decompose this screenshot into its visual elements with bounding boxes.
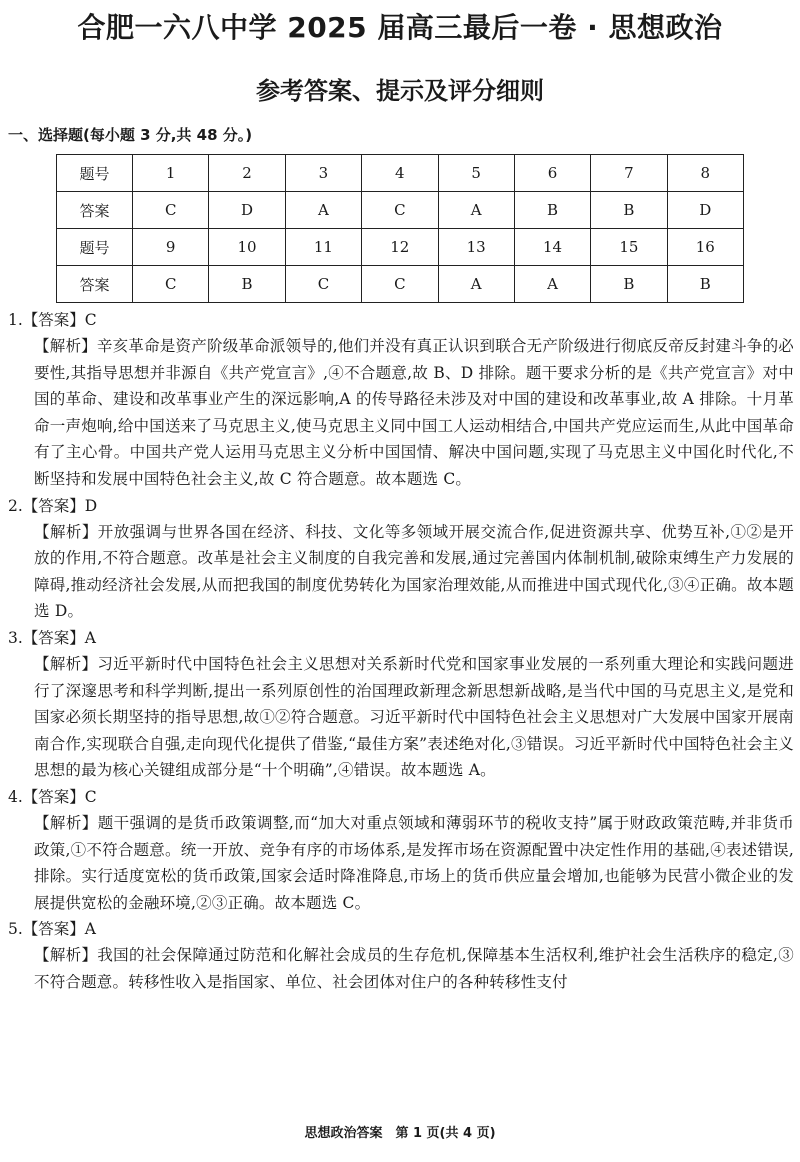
answer-line: 1.【答案】C [8, 311, 97, 329]
table-cell: 2 [209, 155, 285, 192]
answer-line: 5.【答案】A [8, 920, 96, 939]
table-cell: D [209, 192, 285, 229]
analysis-text: 【解析】我国的社会保障通过防范和化解社会成员的生存危机,保障基本生活权利,维护社会生活秩序的稳定,③不符合题意。转移性收入是指国家、单位、社会团体对住户的各种转移性支付 [34, 946, 794, 991]
table-cell: 9 [133, 229, 209, 266]
table-row [57, 192, 744, 229]
table-cell: 3 [285, 155, 361, 192]
question-3 [8, 625, 794, 784]
table-cell: B [591, 266, 667, 303]
table-cell: 8 [667, 155, 743, 192]
table-cell: 1 [133, 155, 209, 192]
table-row [57, 266, 744, 303]
table-cell: B [667, 266, 743, 303]
analysis-text: 【解析】题干强调的是货币政策调整,而“加大对重点领域和薄弱环节的税收支持”属于财政政策范畴,并非货币政策,①不符合题意。统一开放、竞争有序的市场体系,是发挥市场在资源配置中决定性作用的基础,④表述错误,排除。实行适度宽松的货币政策,国家会适时降准降息,市场上的货币供应量会增加,也能够为民营小微企业的发展提供宽松的金融环境,②③正确。故本题选 C。 [34, 813, 794, 912]
table-cell: 7 [591, 155, 667, 192]
table-cell: 4 [362, 155, 438, 192]
table-cell: A [514, 266, 590, 303]
table-cell: 13 [438, 229, 514, 266]
table-cell: A [285, 192, 361, 229]
table-row-label: 题号 [57, 229, 133, 266]
answer-line: 3.【答案】A [8, 628, 96, 647]
table-cell: 5 [438, 155, 514, 192]
table-row-label: 答案 [57, 266, 133, 303]
table-cell: C [362, 192, 438, 229]
table-row [57, 155, 744, 192]
table-cell: C [133, 192, 209, 229]
answer-table [56, 154, 744, 303]
answer-line: 4.【答案】C [8, 787, 97, 806]
table-cell: C [133, 266, 209, 303]
table-cell: C [285, 266, 361, 303]
table-cell: 11 [285, 229, 361, 266]
table-cell: 12 [362, 229, 438, 266]
table-cell: 6 [514, 155, 590, 192]
table-row-label: 答案 [57, 192, 133, 229]
page-footer: 思想政治答案 第 1 页(共 4 页) [304, 1126, 496, 1141]
table-cell: 15 [591, 229, 667, 266]
table-row-label: 题号 [57, 155, 133, 192]
table-cell: 14 [514, 229, 590, 266]
table-cell: A [438, 266, 514, 303]
analysis-text: 【解析】辛亥革命是资产阶级革命派领导的,他们并没有真正认识到联合无产阶级进行彻底反帝反封建斗争的必要性,其指导思想并非源自《共产党宣言》,④不合题意,故 B、D 排除。题干要求分析的是《共产党宣言》对中国的革命、建设和改革事业产生的深远影响,A 的传导路径未涉及对中国的建设和改革事业,故 A 排除。十月革命一声炮响,给中国送来了马克思主义,使马克思主义同中国工人运动相结合,中国共产党应运而生,从此中国革命有了主心骨。中国共产党人运用马克思主义分析中国国情、解决中国问题,实现了马克思主义中国化时代化,不断坚持和发展中国特色社会主义,故 C 符合题意。故本题选 C。 [34, 337, 794, 488]
table-cell: B [514, 192, 590, 229]
question-2 [8, 493, 794, 625]
table-cell: B [591, 192, 667, 229]
table-cell: B [209, 266, 285, 303]
table-cell: A [438, 192, 514, 229]
question-list [8, 307, 794, 995]
table-cell: 16 [667, 229, 743, 266]
section-heading: 一、选择题(每小题 3 分,共 48 分。) [8, 126, 253, 144]
question-5 [8, 916, 794, 995]
analysis-text: 【解析】开放强调与世界各国在经济、科技、文化等多领域开展交流合作,促进资源共享、优势互补,①②是开放的作用,不符合题意。改革是社会主义制度的自我完善和发展,通过完善国内体制机制,破除束缚生产力发展的障碍,推动经济社会发展,从而把我国的制度优势转化为国家治理效能,从而推进中国式现代化,③④正确。故本题选 D。 [34, 522, 794, 621]
table-row [57, 229, 744, 266]
page-title: 合肥一六八中学 2025 届高三最后一卷 · 思想政治 [77, 11, 723, 44]
question-1 [8, 307, 794, 493]
page-subtitle: 参考答案、提示及评分细则 [256, 77, 544, 105]
table-cell: 10 [209, 229, 285, 266]
table-cell: C [362, 266, 438, 303]
table-cell: D [667, 192, 743, 229]
question-4 [8, 784, 794, 916]
answer-line: 2.【答案】D [8, 496, 98, 515]
analysis-text: 【解析】习近平新时代中国特色社会主义思想对关系新时代党和国家事业发展的一系列重大理论和实践问题进行了深邃思考和科学判断,提出一系列原创性的治国理政新理念新思想新战略,是当代中国的马克思主义,是党和国家必须长期坚持的指导思想,故①②符合题意。习近平新时代中国特色社会主义思想对广大发展中国家开展南南合作,实现联合自强,走向现代化提供了借鉴,“最佳方案”表述绝对化,③错误。习近平新时代中国特色社会主义思想的最为核心关键组成部分是“十个明确”,④错误。故本题选 A。 [34, 654, 794, 780]
